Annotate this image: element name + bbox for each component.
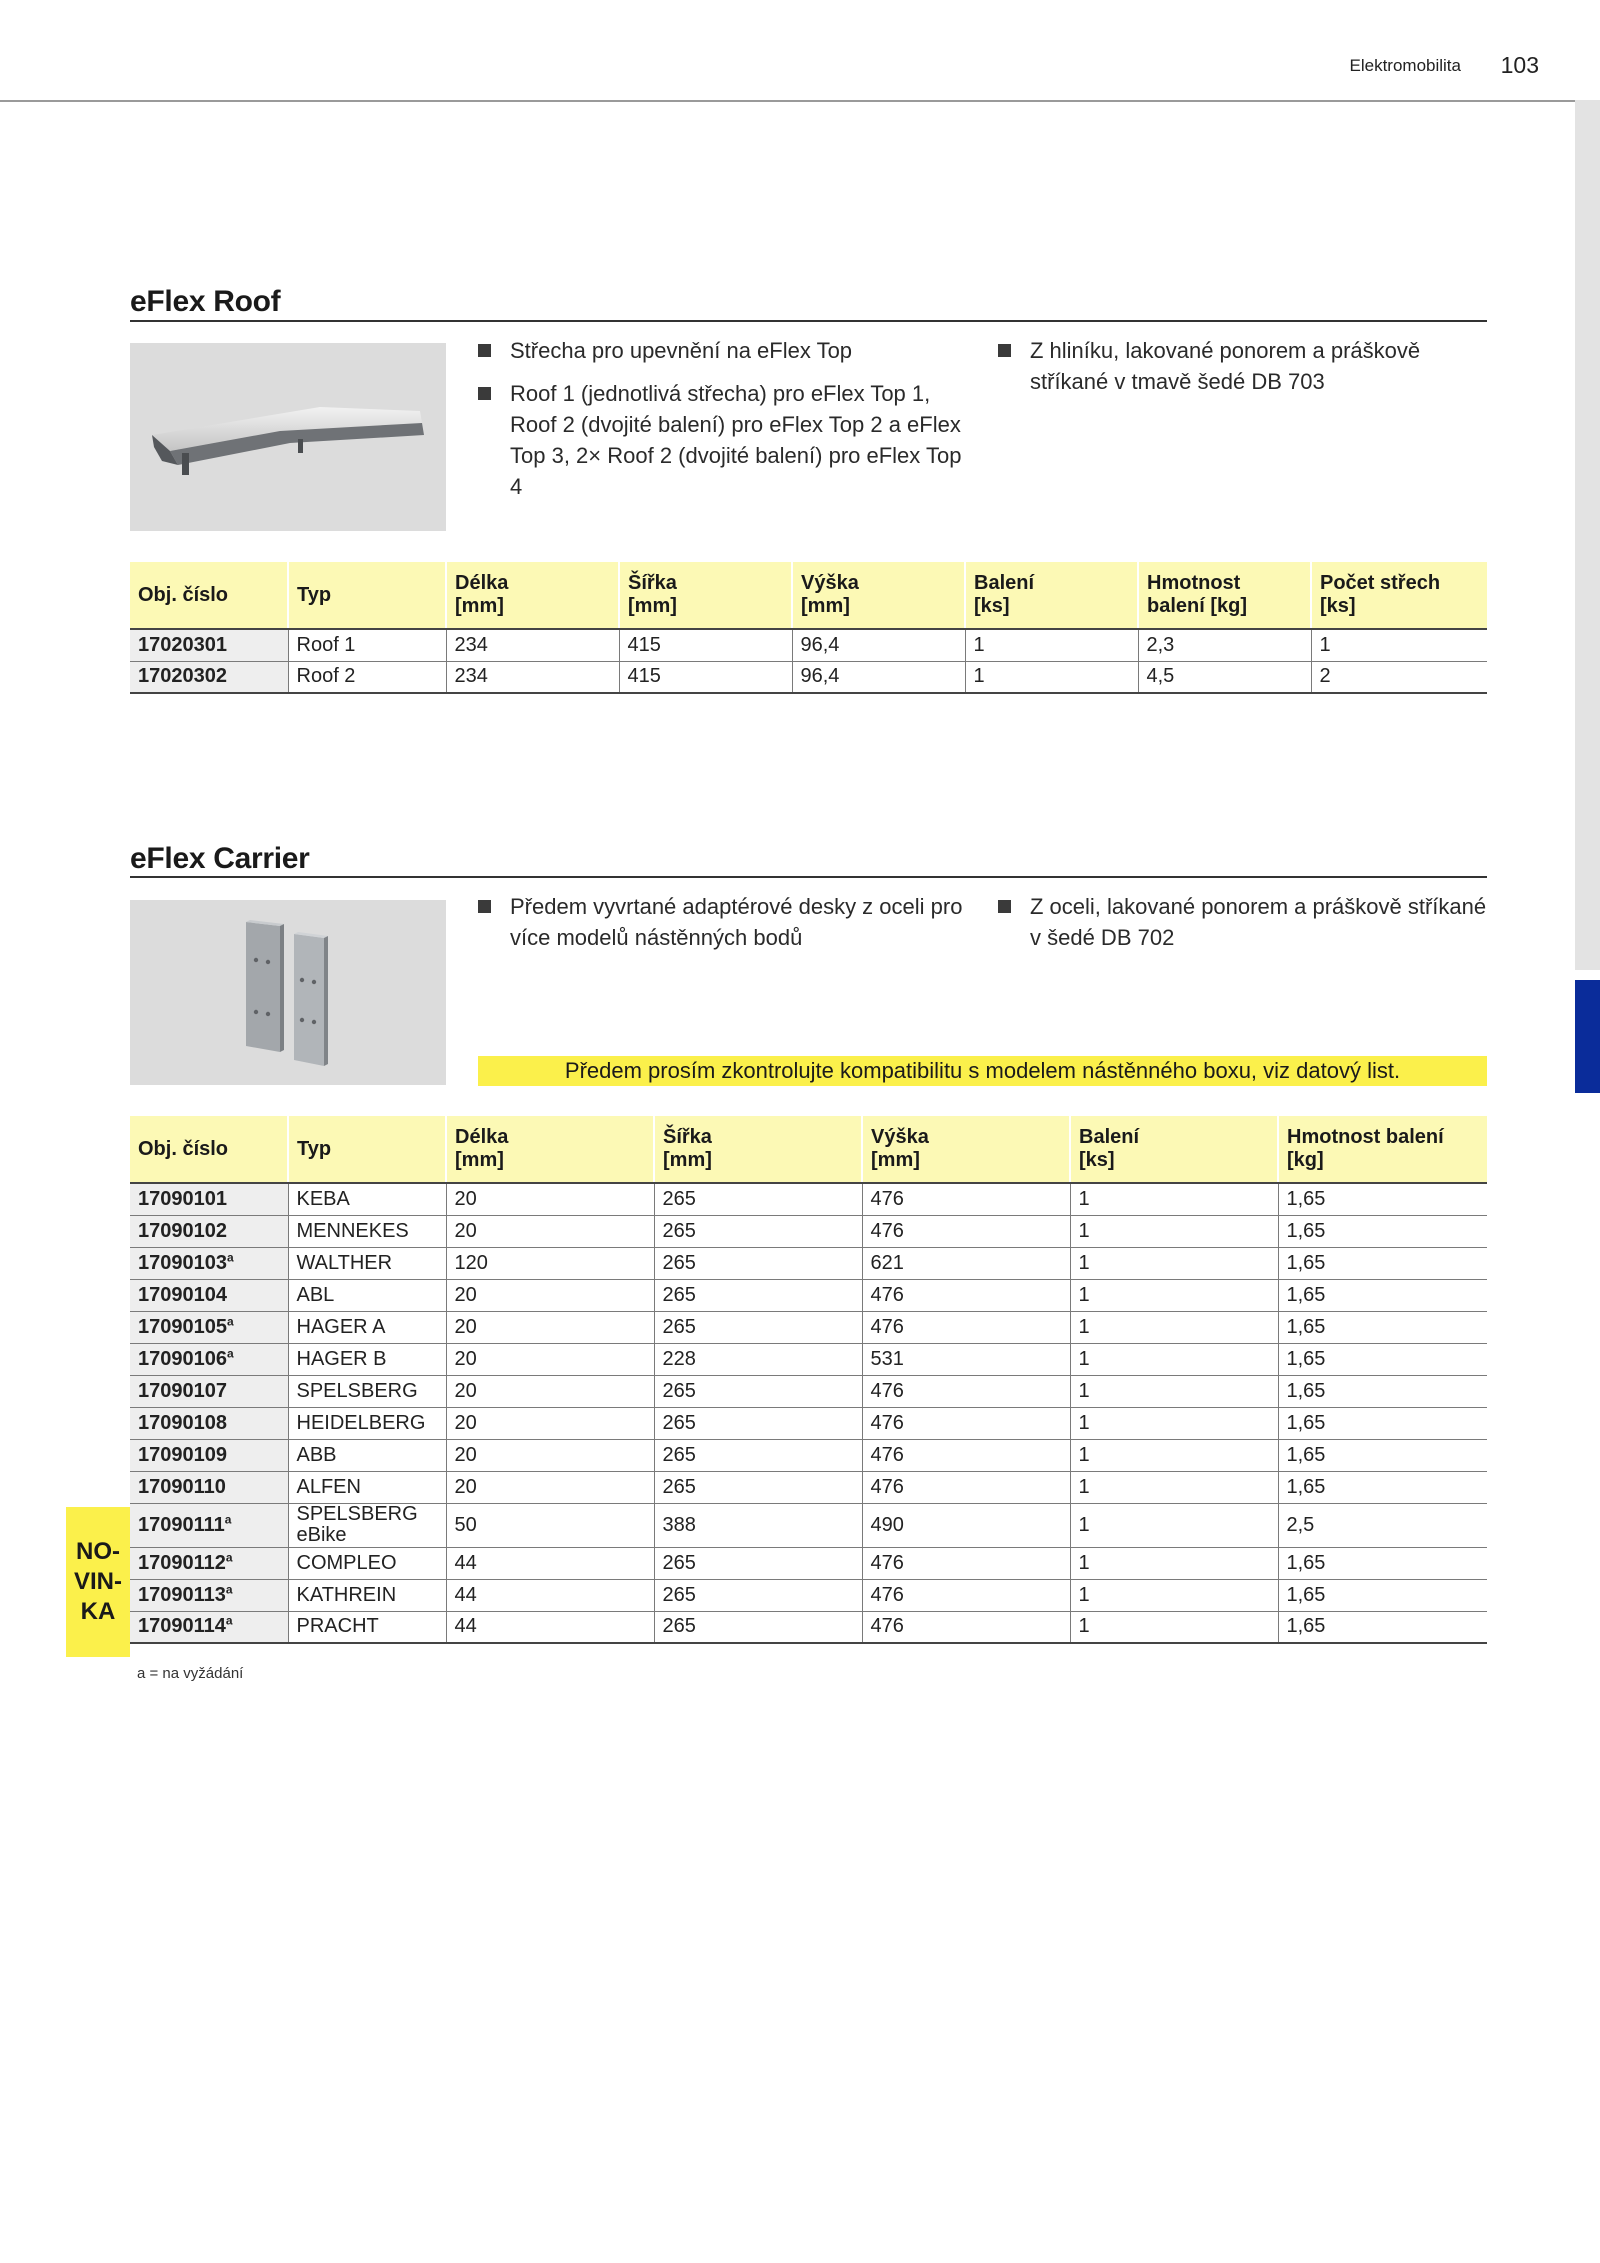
cell-pocet: 2 [1311, 661, 1487, 693]
carrier-bullets-left [478, 891, 968, 965]
footnote-marker: a [225, 1549, 233, 1564]
table-row [130, 1439, 1487, 1471]
cell-typ: Roof 1 [288, 629, 446, 661]
cell-baleni: 1 [1070, 1311, 1278, 1343]
cell-obj-cislo: 17090114$^a$ [130, 1611, 288, 1643]
roof-title-rule [130, 320, 1487, 322]
col-header: Balení [ks] [965, 562, 1138, 629]
cell-delka: 20 [446, 1183, 654, 1215]
cell-delka: 44 [446, 1547, 654, 1579]
cell-sirka: 265 [654, 1375, 862, 1407]
cell-hmotnost: 4,5 [1138, 661, 1311, 693]
cell-typ: HAGER B [288, 1343, 446, 1375]
cell-delka: 234 [446, 629, 619, 661]
table-header-row [130, 562, 1487, 629]
table-row [130, 1343, 1487, 1375]
cell-delka: 20 [446, 1471, 654, 1503]
table-header-row [130, 1116, 1487, 1183]
novinka-line: VIN- [74, 1568, 122, 1595]
cell-vyska: 476 [862, 1547, 1070, 1579]
cell-sirka: 388 [654, 1503, 862, 1547]
bullet-item: Předem vyvrtané adaptérové desky z oceli pro více modelů nástěnných bodů [478, 891, 968, 953]
page-number: 103 [1500, 52, 1539, 78]
cell-obj-cislo: 17090113$^a$ [130, 1579, 288, 1611]
cell-vyska: 476 [862, 1183, 1070, 1215]
cell-hmotnost: 1,65 [1278, 1311, 1487, 1343]
cell-pocet: 1 [1311, 629, 1487, 661]
cell-typ: PRACHT [288, 1611, 446, 1643]
cell-vyska: 476 [862, 1311, 1070, 1343]
cell-typ: ABL [288, 1279, 446, 1311]
cell-baleni: 1 [1070, 1375, 1278, 1407]
table-row [130, 1579, 1487, 1611]
cell-sirka: 265 [654, 1279, 862, 1311]
cell-delka: 20 [446, 1375, 654, 1407]
cell-hmotnost: 1,65 [1278, 1279, 1487, 1311]
cell-vyska: 476 [862, 1407, 1070, 1439]
cell-sirka: 265 [654, 1215, 862, 1247]
cell-hmotnost: 1,65 [1278, 1247, 1487, 1279]
cell-delka: 44 [446, 1611, 654, 1643]
roof-spec-table [130, 562, 1487, 694]
bullet-item: Roof 1 (jednotlivá střecha) pro eFlex Top 1, Roof 2 (dvojité balení) pro eFlex Top 2 a eFlex Top 3, 2× Roof 2 (dvojité balení) pro eFlex Top 4 [478, 378, 968, 502]
cell-delka: 20 [446, 1343, 654, 1375]
table-row [130, 1279, 1487, 1311]
cell-delka: 50 [446, 1503, 654, 1547]
cell-baleni: 1 [965, 629, 1138, 661]
cell-sirka: 415 [619, 661, 792, 693]
table-row [130, 1311, 1487, 1343]
cell-sirka: 265 [654, 1547, 862, 1579]
cell-typ: ABB [288, 1439, 446, 1471]
carrier-spec-table [130, 1116, 1487, 1644]
cell-sirka: 228 [654, 1343, 862, 1375]
cell-sirka: 265 [654, 1611, 862, 1643]
cell-vyska: 476 [862, 1439, 1070, 1471]
col-header: Délka [mm] [446, 562, 619, 629]
cell-typ: SPELSBERG eBike [288, 1503, 446, 1547]
cell-baleni: 1 [1070, 1439, 1278, 1471]
novinka-badge [66, 1507, 130, 1657]
cell-vyska: 490 [862, 1503, 1070, 1547]
table-row [130, 1215, 1487, 1247]
cell-baleni: 1 [1070, 1247, 1278, 1279]
cell-hmotnost: 1,65 [1278, 1471, 1487, 1503]
cell-vyska: 476 [862, 1471, 1070, 1503]
cell-hmotnost: 1,65 [1278, 1611, 1487, 1643]
footnote-marker: a [224, 1511, 232, 1526]
cell-hmotnost: 1,65 [1278, 1183, 1487, 1215]
table-row [130, 1503, 1487, 1547]
footnote-marker: a [225, 1613, 233, 1628]
col-header: Balení [ks] [1070, 1116, 1278, 1183]
col-header: Obj. číslo [130, 1116, 288, 1183]
cell-delka: 120 [446, 1247, 654, 1279]
col-header: Výška [mm] [862, 1116, 1070, 1183]
cell-baleni: 1 [1070, 1547, 1278, 1579]
cell-hmotnost: 1,65 [1278, 1547, 1487, 1579]
table-row [130, 1183, 1487, 1215]
table-row [130, 1547, 1487, 1579]
cell-obj-cislo: 17090108 [130, 1407, 288, 1439]
page-header [0, 0, 1575, 102]
cell-sirka: 265 [654, 1439, 862, 1471]
cell-sirka: 265 [654, 1183, 862, 1215]
col-header: Hmotnost balení [kg] [1138, 562, 1311, 629]
cell-vyska: 476 [862, 1375, 1070, 1407]
footnote-marker: a [226, 1313, 234, 1328]
cell-obj-cislo: 17020302 [130, 661, 288, 693]
col-header: Výška [mm] [792, 562, 965, 629]
roof-bullets-right [998, 335, 1493, 409]
cell-typ: KATHREIN [288, 1579, 446, 1611]
footnote-marker: a [226, 1345, 234, 1360]
cell-delka: 20 [446, 1439, 654, 1471]
cell-baleni: 1 [965, 661, 1138, 693]
cell-sirka: 265 [654, 1311, 862, 1343]
cell-typ: COMPLEO [288, 1547, 446, 1579]
chapter-tab[interactable] [1575, 980, 1600, 1093]
footnote-marker: a [225, 1581, 233, 1596]
cell-vyska: 476 [862, 1215, 1070, 1247]
carrier-title: eFlex Carrier [130, 842, 310, 875]
col-header: Šířka [mm] [619, 562, 792, 629]
carrier-bullets-right [998, 891, 1493, 965]
roof-illustration [130, 343, 446, 531]
cell-baleni: 1 [1070, 1183, 1278, 1215]
table-row [130, 1471, 1487, 1503]
cell-baleni: 1 [1070, 1215, 1278, 1247]
cell-vyska: 621 [862, 1247, 1070, 1279]
cell-hmotnost: 1,65 [1278, 1375, 1487, 1407]
section-name: Elektromobilita [1349, 56, 1461, 75]
cell-obj-cislo: 17090102 [130, 1215, 288, 1247]
cell-vyska: 476 [862, 1279, 1070, 1311]
cell-obj-cislo: 17090101 [130, 1183, 288, 1215]
table-row [130, 1611, 1487, 1643]
cell-baleni: 1 [1070, 1503, 1278, 1547]
col-header: Typ [288, 562, 446, 629]
cell-baleni: 1 [1070, 1279, 1278, 1311]
cell-typ: ALFEN [288, 1471, 446, 1503]
novinka-line: KA [80, 1598, 116, 1625]
cell-vyska: 96,4 [792, 629, 965, 661]
cell-typ: Roof 2 [288, 661, 446, 693]
bullet-item: Z hliníku, lakované ponorem a práškově stříkané v tmavě šedé DB 703 [998, 335, 1493, 397]
cell-sirka: 265 [654, 1579, 862, 1611]
roof-title: eFlex Roof [130, 285, 281, 318]
cell-obj-cislo: 17090104 [130, 1279, 288, 1311]
bullet-item: Střecha pro upevnění na eFlex Top [478, 335, 968, 366]
compatibility-notice: Předem prosím zkontrolujte kompatibilitu s modelem nástěnného boxu, viz datový list. [478, 1056, 1487, 1086]
cell-obj-cislo: 17090103$^a$ [130, 1247, 288, 1279]
cell-obj-cislo: 17090106$^a$ [130, 1343, 288, 1375]
cell-hmotnost: 1,65 [1278, 1215, 1487, 1247]
cell-delka: 20 [446, 1311, 654, 1343]
carrier-illustration [130, 900, 446, 1085]
cell-hmotnost: 1,65 [1278, 1407, 1487, 1439]
cell-baleni: 1 [1070, 1611, 1278, 1643]
table-row [130, 629, 1487, 661]
cell-hmotnost: 1,65 [1278, 1439, 1487, 1471]
cell-typ: WALTHER [288, 1247, 446, 1279]
cell-typ: KEBA [288, 1183, 446, 1215]
cell-hmotnost: 2,5 [1278, 1503, 1487, 1547]
cell-vyska: 531 [862, 1343, 1070, 1375]
cell-hmotnost: 1,65 [1278, 1579, 1487, 1611]
cell-baleni: 1 [1070, 1579, 1278, 1611]
cell-sirka: 415 [619, 629, 792, 661]
cell-obj-cislo: 17020301 [130, 629, 288, 661]
cell-obj-cislo: 17090110 [130, 1471, 288, 1503]
cell-sirka: 265 [654, 1247, 862, 1279]
cell-typ: HAGER A [288, 1311, 446, 1343]
table-row [130, 1247, 1487, 1279]
cell-baleni: 1 [1070, 1343, 1278, 1375]
cell-baleni: 1 [1070, 1471, 1278, 1503]
cell-typ: MENNEKES [288, 1215, 446, 1247]
col-header: Délka [mm] [446, 1116, 654, 1183]
cell-obj-cislo: 17090111$^a$ [130, 1503, 288, 1547]
novinka-line: NO- [76, 1538, 120, 1565]
cell-baleni: 1 [1070, 1407, 1278, 1439]
cell-hmotnost: 1,65 [1278, 1343, 1487, 1375]
cell-typ: HEIDELBERG [288, 1407, 446, 1439]
cell-obj-cislo: 17090112$^a$ [130, 1547, 288, 1579]
cell-delka: 20 [446, 1215, 654, 1247]
col-header: Typ [288, 1116, 446, 1183]
col-header: Obj. číslo [130, 562, 288, 629]
cell-hmotnost: 2,3 [1138, 629, 1311, 661]
table-row [130, 661, 1487, 693]
cell-obj-cislo: 17090105$^a$ [130, 1311, 288, 1343]
cell-delka: 234 [446, 661, 619, 693]
table-row [130, 1407, 1487, 1439]
cell-obj-cislo: 17090107 [130, 1375, 288, 1407]
carrier-title-rule [130, 876, 1487, 878]
side-rail [1575, 100, 1600, 970]
col-header: Počet střech [ks] [1311, 562, 1487, 629]
bullet-item: Z oceli, lakované ponorem a práškově stříkané v šedé DB 702 [998, 891, 1493, 953]
col-header: Šířka [mm] [654, 1116, 862, 1183]
cell-vyska: 476 [862, 1579, 1070, 1611]
cell-sirka: 265 [654, 1407, 862, 1439]
cell-delka: 44 [446, 1579, 654, 1611]
table-row [130, 1375, 1487, 1407]
footnote-marker: a [226, 1249, 234, 1264]
col-header: Hmotnost balení [kg] [1278, 1116, 1487, 1183]
cell-delka: 20 [446, 1279, 654, 1311]
roof-product-image [130, 343, 446, 531]
cell-vyska: 476 [862, 1611, 1070, 1643]
cell-sirka: 265 [654, 1471, 862, 1503]
cell-vyska: 96,4 [792, 661, 965, 693]
footnote: a = na vyžádání [137, 1665, 244, 1682]
carrier-product-image [130, 900, 446, 1085]
cell-typ: SPELSBERG [288, 1375, 446, 1407]
cell-delka: 20 [446, 1407, 654, 1439]
roof-bullets-left [478, 335, 968, 514]
cell-obj-cislo: 17090109 [130, 1439, 288, 1471]
